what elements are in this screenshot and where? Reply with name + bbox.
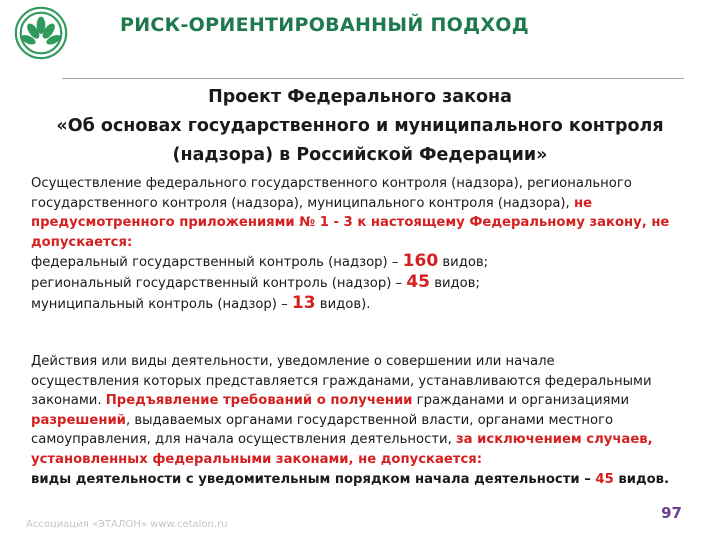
document-title (0, 83, 720, 170)
federal-control-count-line (31, 252, 701, 273)
highlight-line: установленных федеральными законами, не допускается: (31, 451, 483, 467)
text-line (31, 430, 701, 450)
document-title-line: (надзора) в Российской Федерации» (172, 145, 548, 165)
highlight-text: за исключением случаев, (455, 432, 653, 448)
page-number: 97 (661, 504, 682, 522)
count-value: 45 (406, 271, 431, 292)
text-line (31, 194, 701, 214)
text-span: виды деятельности с уведомительным порядком начала деятельности – (31, 471, 591, 487)
text-line (31, 411, 701, 431)
footer-watermark: Ассоциация «ЭТАЛОН» www.cetalon.ru (26, 519, 228, 530)
text-span: законами. (31, 393, 102, 409)
text-span: региональный государственный контроль (надзор) – (31, 275, 403, 291)
text-line: Осуществление федерального государственного контроля (надзора), регионального (31, 176, 632, 191)
count-value: 45 (595, 471, 614, 487)
control-types-paragraph (31, 174, 701, 314)
text-span: видов; (442, 255, 489, 271)
association-logo (12, 4, 70, 62)
text-span: видов). (319, 296, 371, 312)
highlight-line: допускается: (31, 234, 133, 250)
text-span: , выдаваемых органами государственной власти, органами местного (125, 412, 614, 428)
text-span: видов. (618, 471, 670, 487)
count-value: 13 (291, 292, 316, 313)
document-title-line: Проект Федерального закона (208, 87, 512, 107)
count-value: 160 (402, 251, 439, 272)
header-divider (62, 78, 684, 79)
document-title-line: «Об основах государственного и муниципального контроля (56, 116, 664, 136)
text-span: государственного контроля (надзора), муниципального контроля (надзора), (31, 195, 570, 211)
highlight-text: Предъявление требований о получении (105, 393, 413, 409)
highlight-line: предусмотренного приложениями № 1 - 3 к настоящему Федеральному закону, не (31, 215, 670, 231)
text-span: федеральный государственный контроль (надзор) – (31, 255, 399, 271)
text-line: Действия или виды деятельности, уведомление о совершении или начале (31, 354, 555, 369)
text-span: гражданами и организациями (416, 393, 630, 409)
text-line: осуществления которых представляется гражданами, устанавливаются федеральными (31, 373, 652, 389)
text-span: самоуправления, для начала осуществления деятельности, (31, 432, 452, 448)
notification-count-line (31, 470, 701, 490)
municipal-control-count-line (31, 294, 701, 315)
header-title: РИСК-ОРИЕНТИРОВАННЫЙ ПОДХОД (120, 14, 529, 36)
highlight-text: не (573, 195, 593, 211)
text-span: муниципальный контроль (надзор) – (31, 296, 288, 312)
text-span: видов; (434, 275, 480, 291)
highlight-text: разрешений (31, 412, 126, 428)
regional-control-count-line (31, 273, 701, 294)
notification-paragraph (31, 352, 701, 489)
text-line (31, 391, 701, 411)
